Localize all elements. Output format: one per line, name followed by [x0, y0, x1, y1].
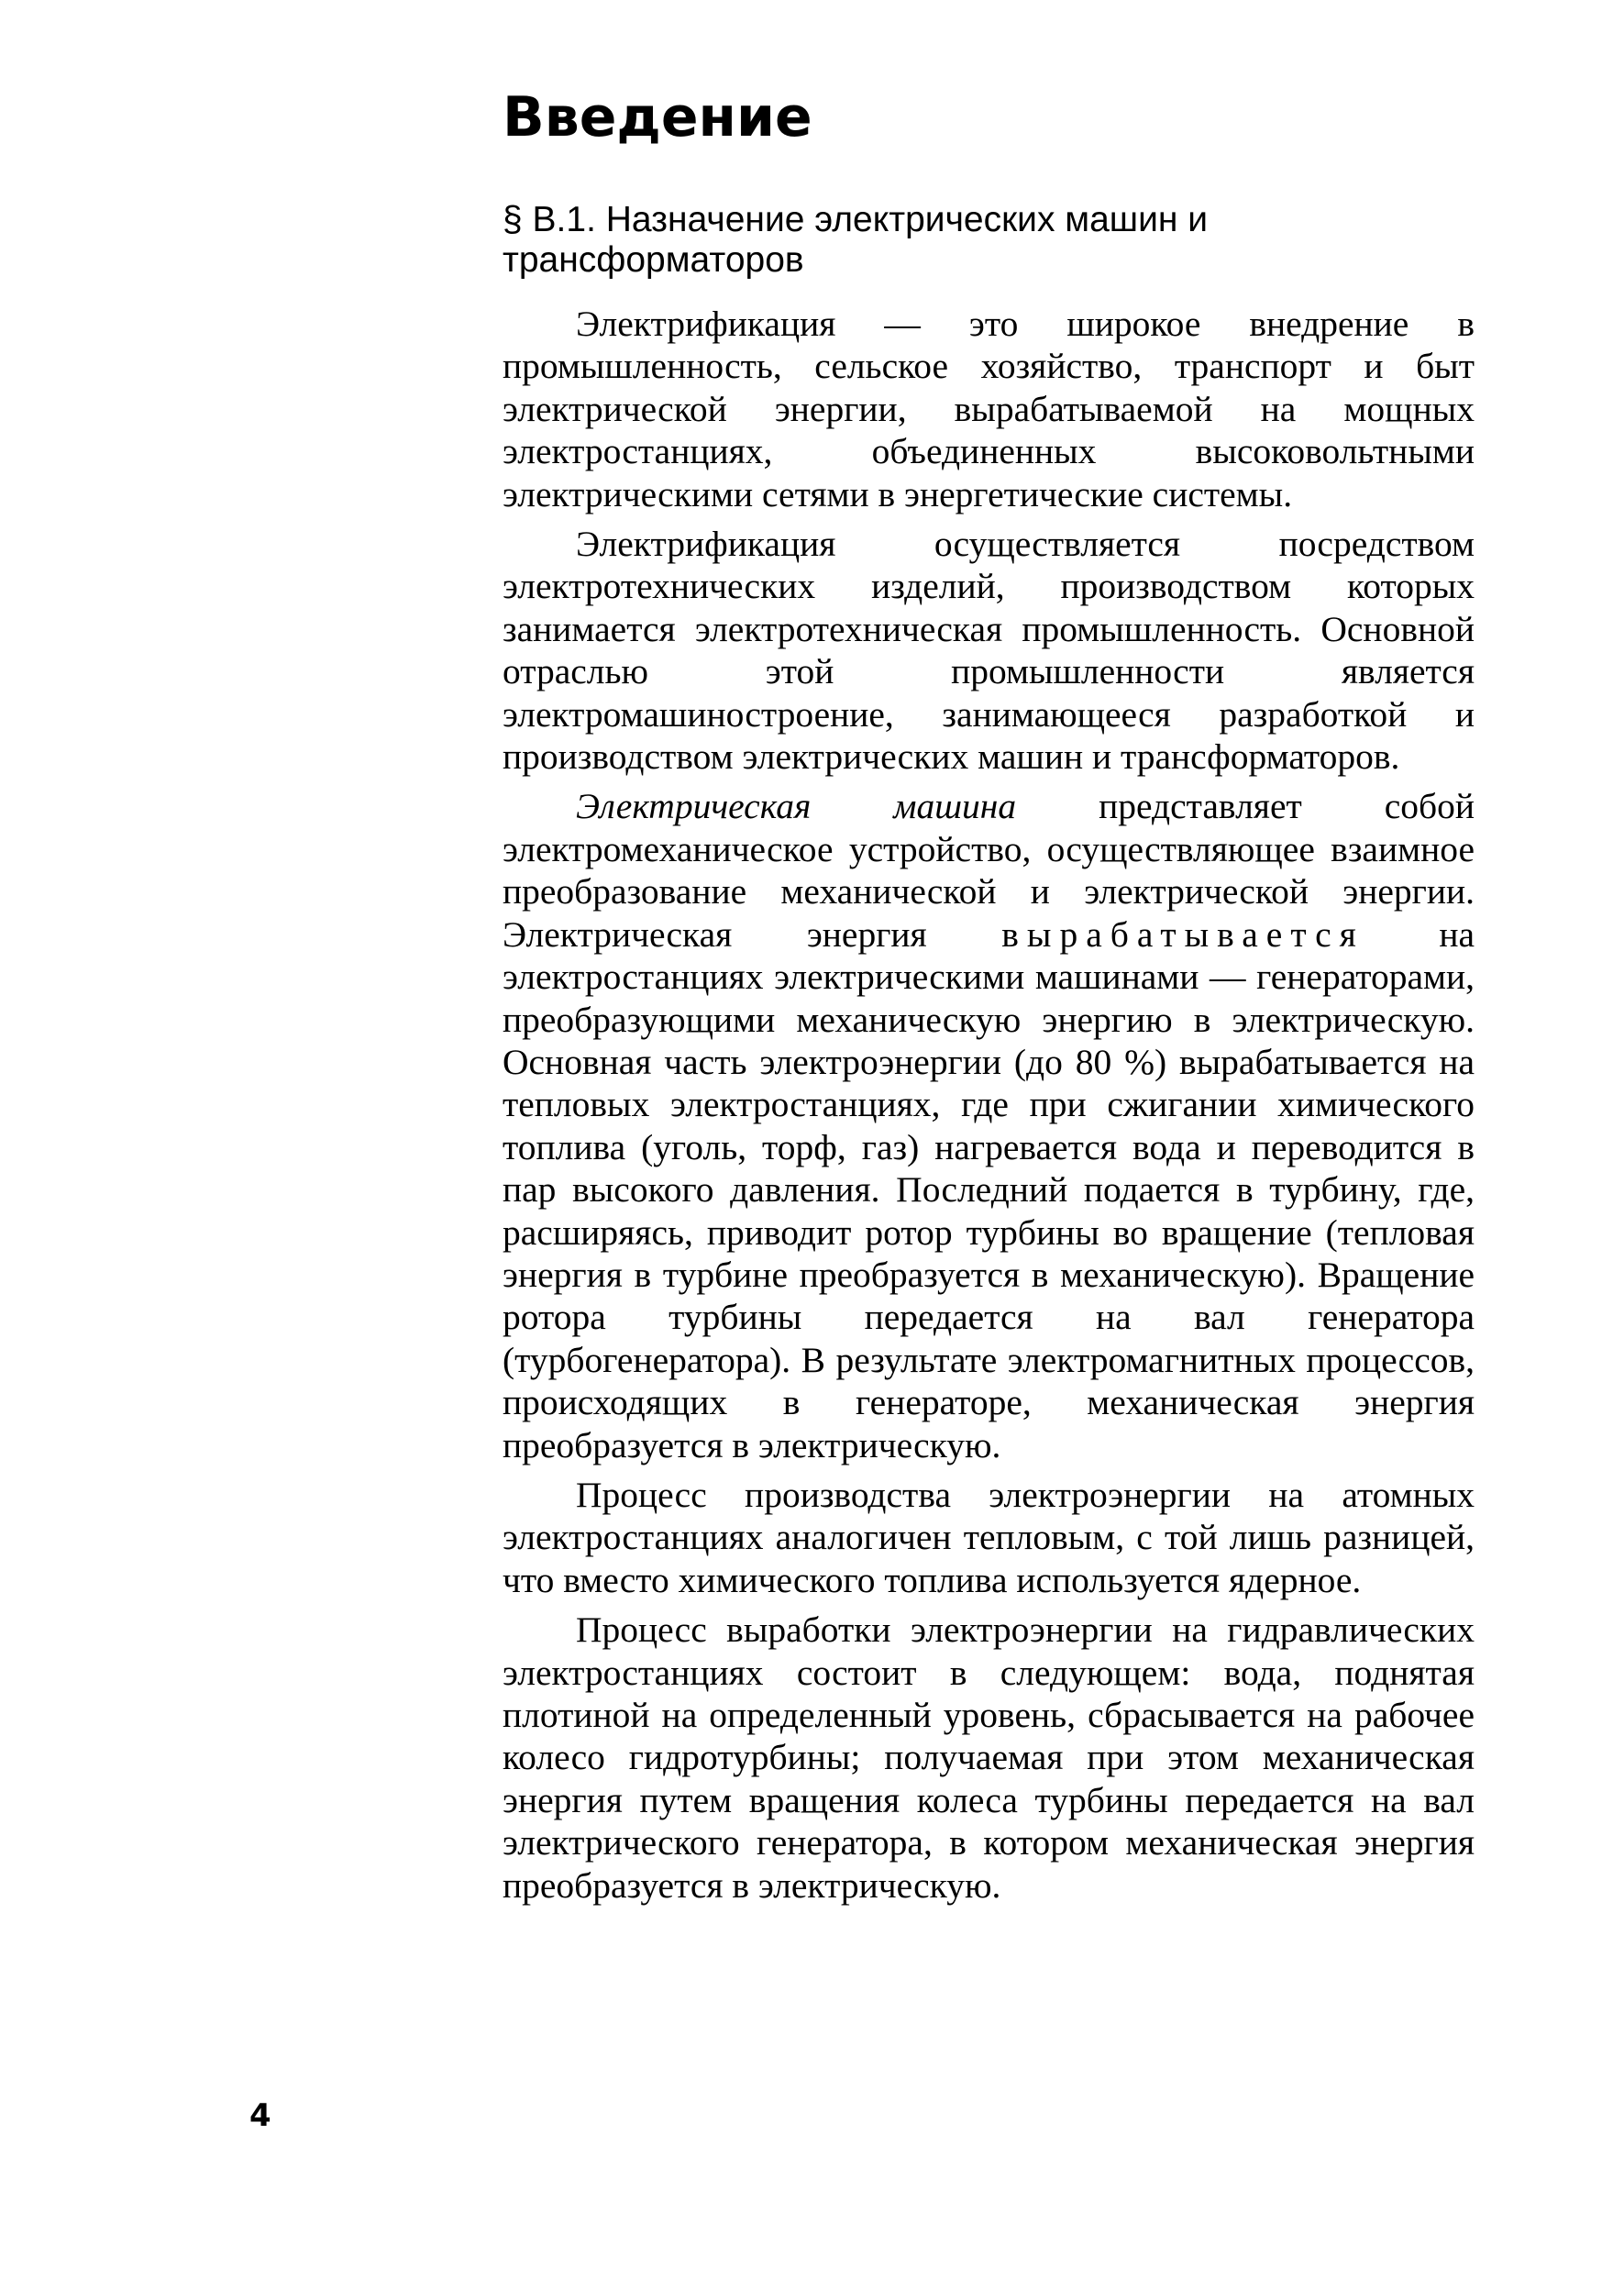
body-text — [503, 303, 1475, 1914]
chapter-title: Введение — [503, 85, 812, 149]
paragraph-electrotechnical-industry: Электрификация осуществляется посредством электротехнических изделий, производством которых занимается электротехническая промышленность. Основной отраслью этой промышленности является электромашиностроение, занимающееся разработкой и производством электрических машин и трансформаторов. — [503, 524, 1475, 778]
paragraph-hydro: Процесс выработки электроэнергии на гидравлических электростанциях состоит в следующем: вода, поднятая плотиной на определенный уровень, сбрасывается на рабочее колесо гидротурбины; получаемая при этом механическая энергия путем вращения колеса турбины передается на вал электрического генератора, в котором механическая энергия преобразуется в электрическую. — [503, 1609, 1475, 1906]
section-title: § В.1. Назначение электрических машин и трансформаторов — [503, 200, 1209, 280]
spaced-emphasis: вырабатывается — [1001, 913, 1364, 955]
paragraph-text-part: на электростанциях электрическими машинами — генераторами, преобразующими механическую энергию в электрическую. Основная часть электроэнергии (до 80 %) вырабатывается на тепловых электростанциях, где при сжигании химического топлива (уголь, торф, газ) нагревается вода и переводится в пар высокого давления. Последний подается в турбину, где, расширяясь, приводит ротор турбины во вращение (тепловая энергия в турбине преобразуется в механическую). Вращение ротора турбины передается на вал генератора (турбогенератора). В результате электромагнитных процессов, происходящих в генераторе, механическая энергия преобразуется в электрическую. — [503, 913, 1475, 1465]
paragraph-electrification: Электрификация — это широкое внедрение в промышленность, сельское хозяйство, транспорт и быт электрической энергии, вырабатываемой на мощных электростанциях, объединенных высоковольтными электрическими сетями в энергетические системы. — [503, 304, 1475, 514]
term-electric-machine: Электрическая машина — [576, 786, 1017, 827]
paragraph-electric-machine — [503, 785, 1475, 1466]
page-number: 4 — [249, 2097, 271, 2134]
paragraph-nuclear: Процесс производства электроэнергии на атомных электростанциях аналогичен тепловым, с той лишь разницей, что вместо химического топлива используется ядерное. — [503, 1474, 1475, 1600]
paragraph-text-part: представляет собой электромеханическое устройство, осуществляющее взаимное преобразование механической и электрической энергии. Электрическая энергия — [503, 786, 1475, 955]
